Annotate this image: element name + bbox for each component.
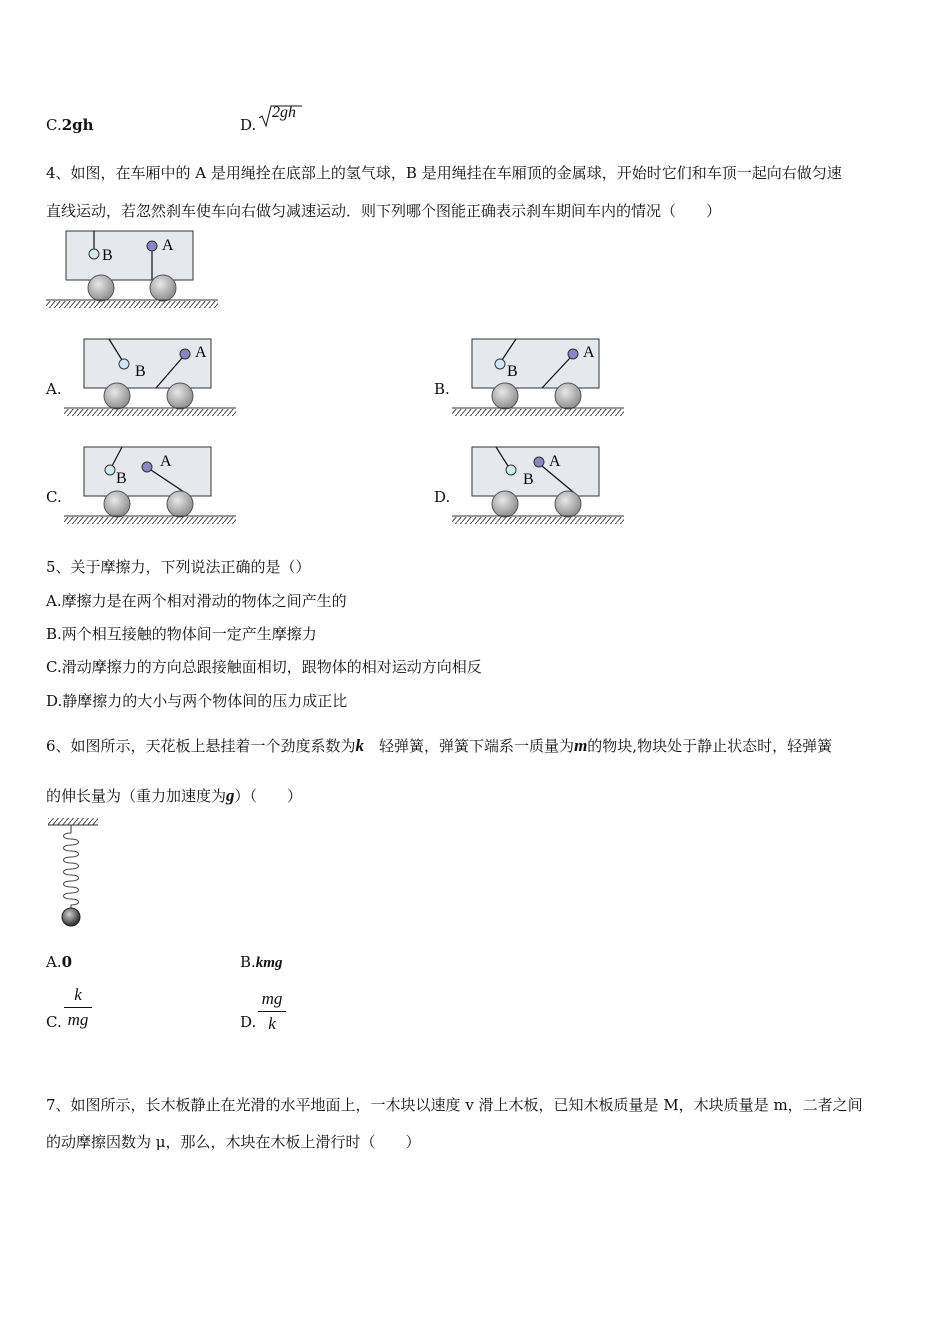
q3-option-c bbox=[46, 116, 94, 134]
option-value: 2gh bbox=[61, 116, 94, 134]
q5-option-a: A.摩擦力是在两个相对滑动的物体之间产生的 bbox=[46, 592, 347, 610]
svg-text:B: B bbox=[523, 471, 534, 488]
ball-a bbox=[142, 462, 152, 472]
q5-option-b: B.两个相互接触的物体间一定产生摩擦力 bbox=[46, 625, 317, 643]
q7-stem-line2: 的动摩擦因数为 μ，那么，木块在木板上滑行时（ ） bbox=[46, 1133, 421, 1151]
car-body bbox=[66, 231, 193, 280]
svg-text:B: B bbox=[116, 470, 127, 487]
q6-option-b: B.kmg bbox=[240, 953, 283, 971]
ball-a bbox=[568, 349, 578, 359]
q5-option-d: D.静摩擦力的大小与两个物体间的压力成正比 bbox=[46, 692, 348, 710]
q4-option-c-label: C. bbox=[46, 488, 62, 506]
q4-stem-line2: 直线运动，若忽然刹车使车向右做匀减速运动．则下列哪个图能正确表示刹车期间车内的情况（ ） bbox=[46, 202, 722, 220]
q5-stem: 5、关于摩擦力，下列说法正确的是（） bbox=[46, 558, 311, 576]
q6-option-c-label: C. bbox=[46, 1013, 62, 1031]
ball-b bbox=[495, 359, 505, 369]
q6-option-d-fraction: mg k bbox=[258, 988, 286, 1035]
q4-main-figure bbox=[46, 228, 226, 313]
svg-text:B: B bbox=[507, 363, 518, 380]
option-label: C. bbox=[46, 116, 62, 134]
svg-text:A: A bbox=[160, 453, 172, 470]
q4-option-d-figure bbox=[452, 444, 632, 529]
q4-option-b-label: B. bbox=[434, 380, 450, 398]
q6-spring-figure bbox=[46, 815, 106, 930]
option-label: D. bbox=[240, 116, 257, 134]
ball-a bbox=[534, 457, 544, 467]
q4-option-b-figure bbox=[452, 336, 632, 421]
label-b: B bbox=[102, 247, 113, 264]
svg-text:A: A bbox=[549, 453, 561, 470]
ball-b bbox=[89, 249, 99, 259]
svg-text:A: A bbox=[195, 344, 207, 361]
svg-text:B: B bbox=[135, 363, 146, 380]
q4-option-a-figure bbox=[64, 336, 244, 421]
q4-stem-line1: 4、如图，在车厢中的 A 是用绳拴在底部上的氢气球，B 是用绳挂在车厢顶的金属球，开始时它们和车顶一起向右做匀速 bbox=[46, 164, 842, 182]
sqrt-radicand: 2gh bbox=[272, 104, 296, 121]
ball-b bbox=[105, 465, 115, 475]
label-a: A bbox=[162, 237, 174, 254]
var-m: m bbox=[574, 736, 588, 755]
ball-b bbox=[506, 465, 516, 475]
svg-text:A: A bbox=[583, 344, 595, 361]
q7-stem-line1: 7、如图所示，长木板静止在光滑的水平地面上，一木块以速度 v 滑上木板，已知木板质量是 M，木块质量是 m，二者之间 bbox=[46, 1096, 863, 1114]
ball-a bbox=[180, 349, 190, 359]
var-g: g bbox=[226, 786, 235, 805]
q6-option-c-fraction: k mg bbox=[64, 984, 92, 1031]
ball-a bbox=[147, 241, 157, 251]
hanging-block bbox=[62, 908, 80, 926]
q6-option-a: A.0 bbox=[46, 953, 73, 971]
var-k: k bbox=[355, 736, 365, 755]
q6-stem-line2: 的伸长量为（重力加速度为g）（ ） bbox=[46, 786, 303, 805]
q3-option-d bbox=[240, 116, 256, 134]
q4-option-a-label: A. bbox=[46, 380, 62, 398]
q5-option-c: C.滑动摩擦力的方向总跟接触面相切，跟物体的相对运动方向相反 bbox=[46, 658, 482, 676]
ball-b bbox=[119, 359, 129, 369]
q6-stem-line1: 6、如图所示，天花板上悬挂着一个劲度系数为k 轻弹簧，弹簧下端系一质量为m的物块,物块处于静止状态时，轻弹簧 bbox=[46, 736, 833, 755]
q6-option-d-label: D. bbox=[240, 1013, 257, 1031]
q4-option-c-figure bbox=[64, 444, 244, 529]
q4-option-d-label: D. bbox=[434, 488, 451, 506]
